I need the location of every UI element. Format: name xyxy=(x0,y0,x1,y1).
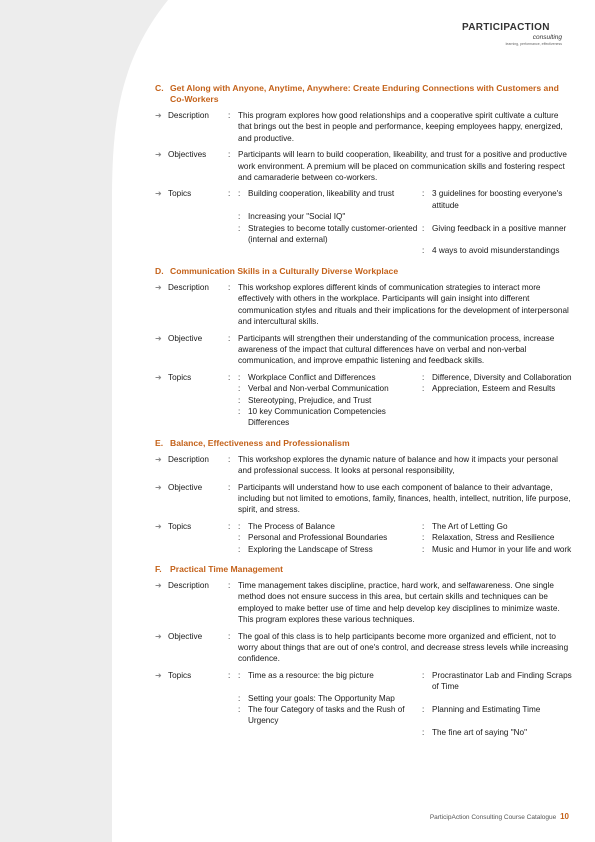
colon: : xyxy=(228,454,231,464)
row-label xyxy=(155,149,228,183)
info-row xyxy=(155,454,573,477)
colon: : xyxy=(228,111,231,120)
section-letter: C. xyxy=(155,83,164,93)
info-row xyxy=(155,110,573,144)
row-label xyxy=(155,110,228,144)
topic-item xyxy=(432,693,573,704)
topic-item: Appreciation, Esteem and Results xyxy=(432,384,556,394)
topics-row xyxy=(155,372,573,429)
topics-grid: : Time as a resource: the big picture : Procrastinator Lab and Finding Scraps of Time : Setting your goals: The Opportunity Map : The four Category of tasks and the Rush of Urgency : Planning and Estimating Time : The fine art of saying "No" xyxy=(238,670,572,737)
topic-item: 3 guidelines for boosting everyone's attitude xyxy=(432,189,563,210)
section-title-text: Get Along with Anyone, Anytime, Anywhere: Create Enduring Connections with Customers and Co-Workers xyxy=(170,83,559,104)
arrow-icon: ➜ xyxy=(155,111,162,120)
topic-item: 10 key Communication Competencies Differences xyxy=(248,406,386,428)
row-label xyxy=(155,454,228,477)
course-section xyxy=(155,429,573,555)
colon: : xyxy=(228,372,231,382)
course-section xyxy=(155,555,573,738)
row-text: This workshop explores different kinds of communication strategies to interact more effectively with others in the workplace. Participants will gain insight into different communication styles and rituals and their implications for the development of interpersonal and intercultural skills. xyxy=(238,282,569,327)
row-label-text: Objective xyxy=(168,631,203,641)
row-label-text: Description xyxy=(168,111,209,120)
colon: : xyxy=(228,282,231,292)
row-text: Participants will learn to build cooperation, likeability, and trust for a positive and productive work environment. A premium will be placed on communication skills and fostering respect and camaraderie between co-workers. xyxy=(238,150,567,183)
section-title-text: Communication Skills in a Culturally Diverse Workplace xyxy=(170,265,399,276)
colon: : xyxy=(228,150,231,160)
topic-item: Procrastinator Lab and Finding Scraps of Time xyxy=(432,670,572,692)
row-label xyxy=(155,333,228,367)
topic-item: Setting your goals: The Opportunity Map xyxy=(248,693,395,703)
info-row xyxy=(155,282,573,328)
arrow-icon: ➜ xyxy=(155,189,162,199)
colon: : xyxy=(228,333,231,343)
section-title-text: Balance, Effectiveness and Professionalism xyxy=(170,437,350,448)
row-label-text: Topics xyxy=(168,521,192,531)
row-label-text: Topics xyxy=(168,670,192,680)
colon: : xyxy=(228,670,231,680)
row-text: This workshop explores the dynamic nature of balance and how it impacts your personal and professional success. It looks at personal responsibility, xyxy=(238,454,558,476)
topic-item xyxy=(248,727,422,738)
info-row xyxy=(155,631,573,665)
page-footer xyxy=(430,812,569,821)
course-section xyxy=(155,83,573,257)
row-text: Participants will strengthen their understanding of the communication process, increase awareness of the impact that cultural differences have on verbal and non-verbal communication, and improve empathic listening and feedback skills. xyxy=(238,333,555,366)
section-title xyxy=(155,266,573,277)
row-label xyxy=(155,670,228,738)
row-label-text: Objective xyxy=(168,482,203,492)
row-label-text: Objectives xyxy=(168,150,207,160)
topics-row xyxy=(155,670,573,738)
row-label xyxy=(155,282,228,328)
info-row xyxy=(155,580,573,626)
course-content xyxy=(155,83,573,738)
topics-row xyxy=(155,188,573,256)
logo-sub: consulting xyxy=(532,34,562,41)
row-label xyxy=(155,580,228,626)
topic-item: Difference, Diversity and Collaboration xyxy=(432,372,572,382)
topic-item: Planning and Estimating Time xyxy=(432,705,541,715)
row-label-text: Description xyxy=(168,282,209,292)
section-title-text: Practical Time Management xyxy=(170,564,284,574)
arrow-icon: ➜ xyxy=(155,372,162,382)
arrow-icon: ➜ xyxy=(155,150,162,160)
topic-item xyxy=(432,395,573,406)
arrow-icon: ➜ xyxy=(155,454,162,464)
row-label-text: Description xyxy=(168,454,209,464)
topics-grid: : Workplace Conflict and Differences : Difference, Diversity and Collaboration : Verbal and Non-verbal Communication : Appreciation, Esteem and Results : Stereotyping, Prejudice, and Trust : 10 key Communication Competencies Differences xyxy=(238,372,572,428)
topic-item: The Art of Letting Go xyxy=(432,521,508,531)
arrow-icon: ➜ xyxy=(155,333,162,343)
topic-item: Verbal and Non-verbal Communication xyxy=(248,384,389,394)
section-title xyxy=(155,83,573,105)
row-label-text: Objective xyxy=(168,333,203,343)
colon: : xyxy=(228,482,231,492)
topic-item: Personal and Professional Boundaries xyxy=(248,533,388,543)
topic-item: 4 ways to avoid misunderstandings xyxy=(432,246,560,256)
topic-item: Exploring the Landscape of Stress xyxy=(248,544,373,554)
arrow-icon: ➜ xyxy=(155,581,162,590)
row-text: Participants will understand how to use each component of balance to their advantage, including but not limited to emotions, family, finances, health, intellect, nutrition, life purpose, spirit, and stress. xyxy=(238,482,571,515)
colon: : xyxy=(228,631,231,641)
row-text: The goal of this class is to help participants become more organized and efficient, not to worry about things that are out of one's control, and decrease stress levels while increasing confidence. xyxy=(238,631,569,664)
row-label-text: Topics xyxy=(168,372,192,382)
row-label xyxy=(155,372,228,429)
colon: : xyxy=(228,581,231,590)
topics-grid: : The Process of Balance : The Art of Letting Go : Personal and Professional Boundaries : Relaxation, Stress and Resilience : Exploring the Landscape of Stress : Music and Humor in your life and work xyxy=(238,521,572,554)
topic-item: The Process of Balance xyxy=(248,521,335,531)
row-label-text: Description xyxy=(168,581,209,590)
course-section xyxy=(155,257,573,429)
topic-item: Workplace Conflict and Differences xyxy=(248,372,376,382)
row-label xyxy=(155,482,228,516)
section-title xyxy=(155,564,573,575)
colon: : xyxy=(228,189,231,199)
logo-brand: PARTICIPACTION xyxy=(462,22,550,33)
colon: : xyxy=(228,521,231,531)
topic-item: Music and Humor in your life and work xyxy=(432,544,572,554)
row-label xyxy=(155,521,228,555)
section-letter: E. xyxy=(155,437,164,448)
section-title xyxy=(155,438,573,449)
row-text: This program explores how good relationships and a cooperative spirit cultivate a culture that brings out the best in people and performance, keeping employees happy, energized, and productive. xyxy=(238,111,563,143)
section-letter: F. xyxy=(155,564,162,574)
section-letter: D. xyxy=(155,265,164,276)
row-label xyxy=(155,188,228,256)
info-row xyxy=(155,333,573,367)
logo-tagline: learning, performance, effectiveness xyxy=(505,42,562,46)
topics-grid: : Building cooperation, likeability and trust : 3 guidelines for boosting everyone's attitude : Increasing your "Social IQ" : Strategies to become totally customer-oriented (internal and external) : Giving feedback in a positive manner : 4 ways to avoid misunderstandings xyxy=(238,188,573,256)
topic-item xyxy=(432,211,573,222)
arrow-icon: ➜ xyxy=(155,482,162,492)
arrow-icon: ➜ xyxy=(155,631,162,641)
topic-item: Time as a resource: the big picture xyxy=(248,670,374,680)
info-row xyxy=(155,482,573,516)
arrow-icon: ➜ xyxy=(155,670,162,680)
topics-row xyxy=(155,521,573,555)
arrow-icon: ➜ xyxy=(155,282,162,292)
topic-item: The fine art of saying "No" xyxy=(432,727,528,737)
topic-item: The four Category of tasks and the Rush of Urgency xyxy=(248,705,405,726)
arrow-icon: ➜ xyxy=(155,521,162,531)
footer-text: ParticipAction Consulting Course Catalogue xyxy=(429,814,557,821)
topic-item xyxy=(432,406,573,429)
info-row xyxy=(155,149,573,183)
topic-item: Strategies to become totally customer-oriented (internal and external) xyxy=(248,223,418,245)
topic-item: Increasing your "Social IQ" xyxy=(248,212,346,222)
row-label xyxy=(155,631,228,665)
topic-item: Giving feedback in a positive manner xyxy=(432,223,567,233)
topic-item: Relaxation, Stress and Resilience xyxy=(432,533,555,543)
participaction-logo xyxy=(462,22,562,54)
topic-item xyxy=(248,245,422,256)
topic-item: Stereotyping, Prejudice, and Trust xyxy=(248,395,372,405)
row-label-text: Topics xyxy=(168,189,192,199)
page-number: 10 xyxy=(560,812,569,821)
topic-item: Building cooperation, likeability and trust xyxy=(248,189,395,199)
row-text: Time management takes discipline, practice, hard work, and selfawareness. One single method does not ensure success in this area, but certain skills and techniques can be employed to make better use of time and help develop key disciplines to minimize waste. This program explores these various techniques. xyxy=(238,581,560,625)
